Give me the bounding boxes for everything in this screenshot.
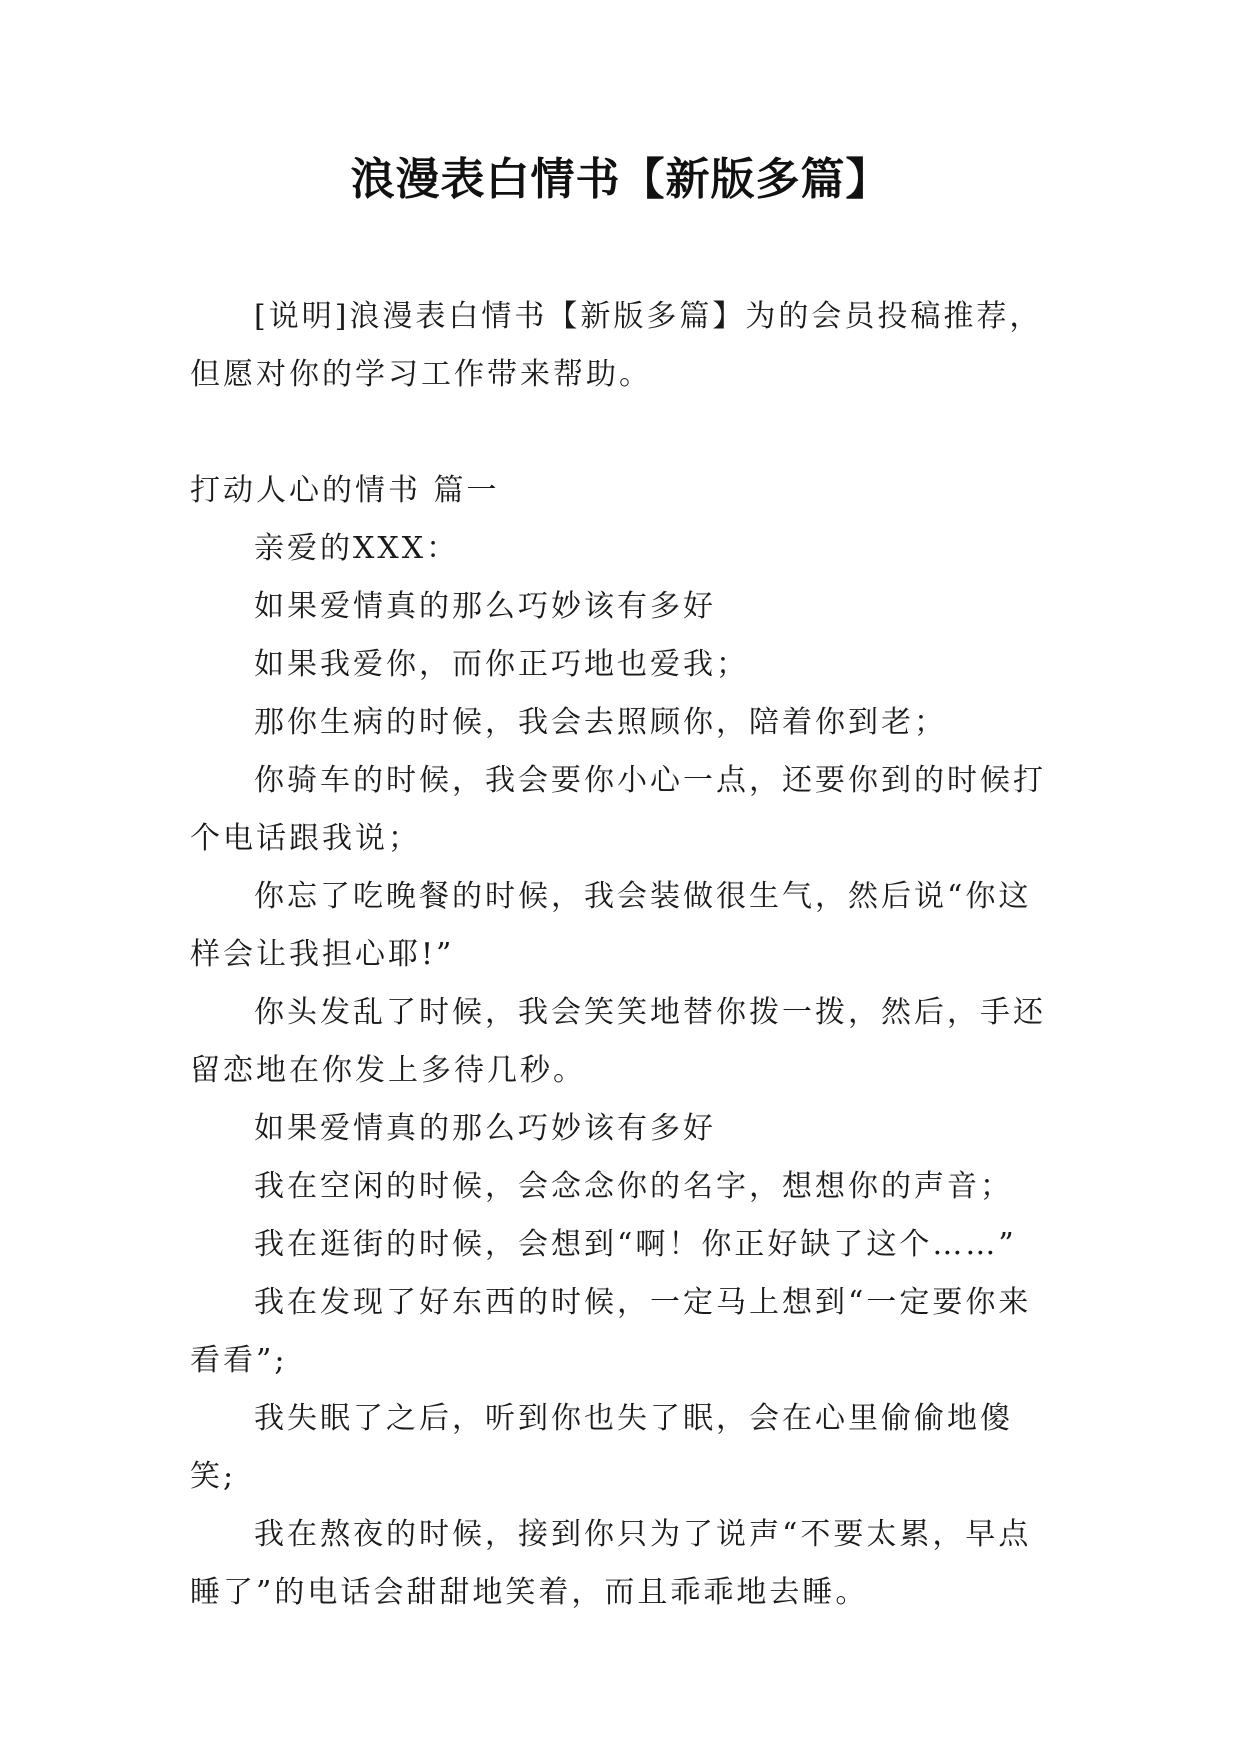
paragraph: 那你生病的时候，我会去照顾你，陪着你到老； [254, 705, 947, 740]
paragraph: 我失眠了之后，听到你也失了眠，会在心里偷偷地傻笑; [190, 1401, 1013, 1494]
paragraph: 如果爱情真的那么巧妙该有多好 [254, 1111, 716, 1146]
section-heading: 打动人心的情书 篇一 [190, 473, 500, 508]
paragraph: 你忘了吃晚餐的时候，我会装做很生气，然后说“你这样会让我担心耶!” [190, 879, 1032, 972]
paragraph: 亲爱的XXX： [254, 531, 460, 566]
paragraph: 如果爱情真的那么巧妙该有多好 [254, 589, 716, 624]
paragraph: 我在空闲的时候，会念念你的名字，想想你的声音； [254, 1169, 1013, 1204]
paragraph: 你骑车的时候，我会要你小心一点，还要你到的时候打个电话跟我说； [190, 763, 1046, 856]
document-title: 浪漫表白情书【新版多篇】 [350, 154, 891, 205]
document-body [190, 288, 1050, 1622]
intro-paragraph: [说明]浪漫表白情书【新版多篇】为的会员投稿推荐，但愿对你的学习工作带来帮助。 [190, 299, 1043, 392]
paragraph: 我在逛街的时候，会想到“啊！你正好缺了这个……” [254, 1227, 1017, 1262]
paragraph: 如果我爱你，而你正巧地也爱我； [254, 647, 749, 682]
paragraph: 你头发乱了时候，我会笑笑地替你拨一拨，然后，手还留恋地在你发上多待几秒。 [190, 995, 1046, 1088]
paragraph: 我在熬夜的时候，接到你只为了说声“不要太累，早点睡了”的电话会甜甜地笑着，而且乖乖地去睡。 [190, 1517, 1032, 1610]
paragraph: 我在发现了好东西的时候，一定马上想到“一定要你来看看”; [190, 1285, 1032, 1378]
